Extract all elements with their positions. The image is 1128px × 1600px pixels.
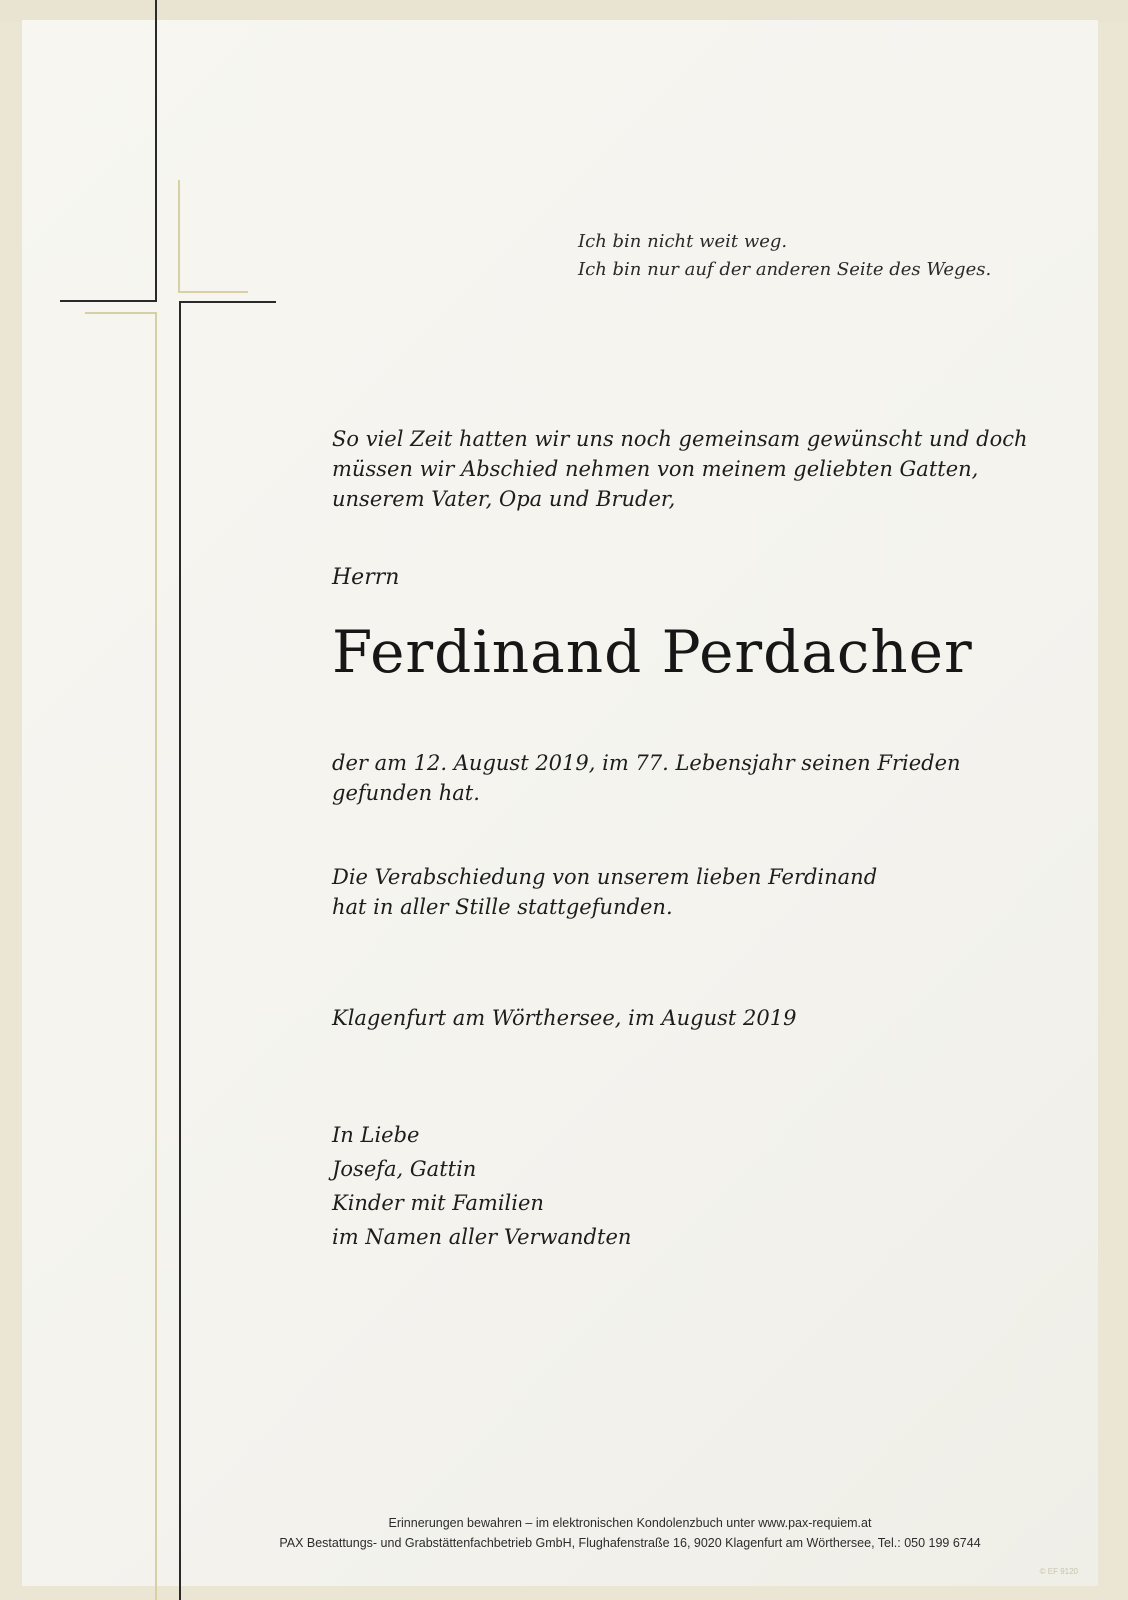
footer-funeral-home: PAX Bestattungs- und Grabstättenfachbetrieb GmbH, Flughafenstraße 16, 9020 Klagenfurt am Wörthersee, Tel.: 050 199 6744 bbox=[279, 1536, 981, 1550]
cross-vertical-gold-lower bbox=[155, 312, 157, 1600]
cross-horizontal-dark-right bbox=[179, 301, 276, 303]
farewell-line: Die Verabschiedung von unserem lieben Ferdinand bbox=[332, 865, 878, 889]
cross-vertical-dark-upper bbox=[155, 0, 157, 301]
death-notice bbox=[332, 748, 961, 808]
signer-line: Josefa, Gattin bbox=[332, 1157, 477, 1181]
paper-border bbox=[0, 0, 1128, 22]
intro-line: unserem Vater, Opa und Bruder, bbox=[332, 487, 676, 511]
salutation: Herrn bbox=[332, 565, 400, 590]
signer-line: im Namen aller Verwandten bbox=[332, 1225, 632, 1249]
cross-horizontal-gold-right bbox=[178, 291, 248, 293]
intro-text bbox=[332, 424, 1028, 514]
print-code: © EF 9120 bbox=[1039, 1567, 1078, 1576]
place-and-date: Klagenfurt am Wörthersee, im August 2019 bbox=[332, 1006, 797, 1030]
cross-horizontal-dark-left bbox=[60, 300, 157, 302]
death-notice-line: der am 12. August 2019, im 77. Lebensjahr seinen Frieden bbox=[332, 751, 961, 775]
farewell-line: hat in aller Stille stattgefunden. bbox=[332, 895, 673, 919]
deceased-name: Ferdinand Perdacher bbox=[332, 618, 973, 686]
quote-line: Ich bin nicht weit weg. bbox=[578, 231, 788, 252]
death-notice-line: gefunden hat. bbox=[332, 781, 480, 805]
intro-line: So viel Zeit hatten wir uns noch gemeinsam gewünscht und doch bbox=[332, 427, 1028, 451]
intro-line: müssen wir Abschied nehmen von meinem geliebten Gatten, bbox=[332, 457, 979, 481]
signer-line: Kinder mit Familien bbox=[332, 1191, 544, 1215]
signers bbox=[332, 1118, 631, 1254]
memorial-quote bbox=[578, 228, 991, 284]
footer-condolence-link: Erinnerungen bewahren – im elektronischen Kondolenzbuch unter www.pax-requiem.at bbox=[388, 1516, 872, 1530]
farewell-notice bbox=[332, 862, 877, 922]
cross-vertical-gold-upper bbox=[178, 180, 180, 292]
quote-line: Ich bin nur auf der anderen Seite des Weges. bbox=[578, 259, 992, 280]
signer-line: In Liebe bbox=[332, 1123, 420, 1147]
cross-horizontal-gold-left bbox=[85, 312, 157, 314]
cross-vertical-dark-lower bbox=[179, 302, 181, 1600]
